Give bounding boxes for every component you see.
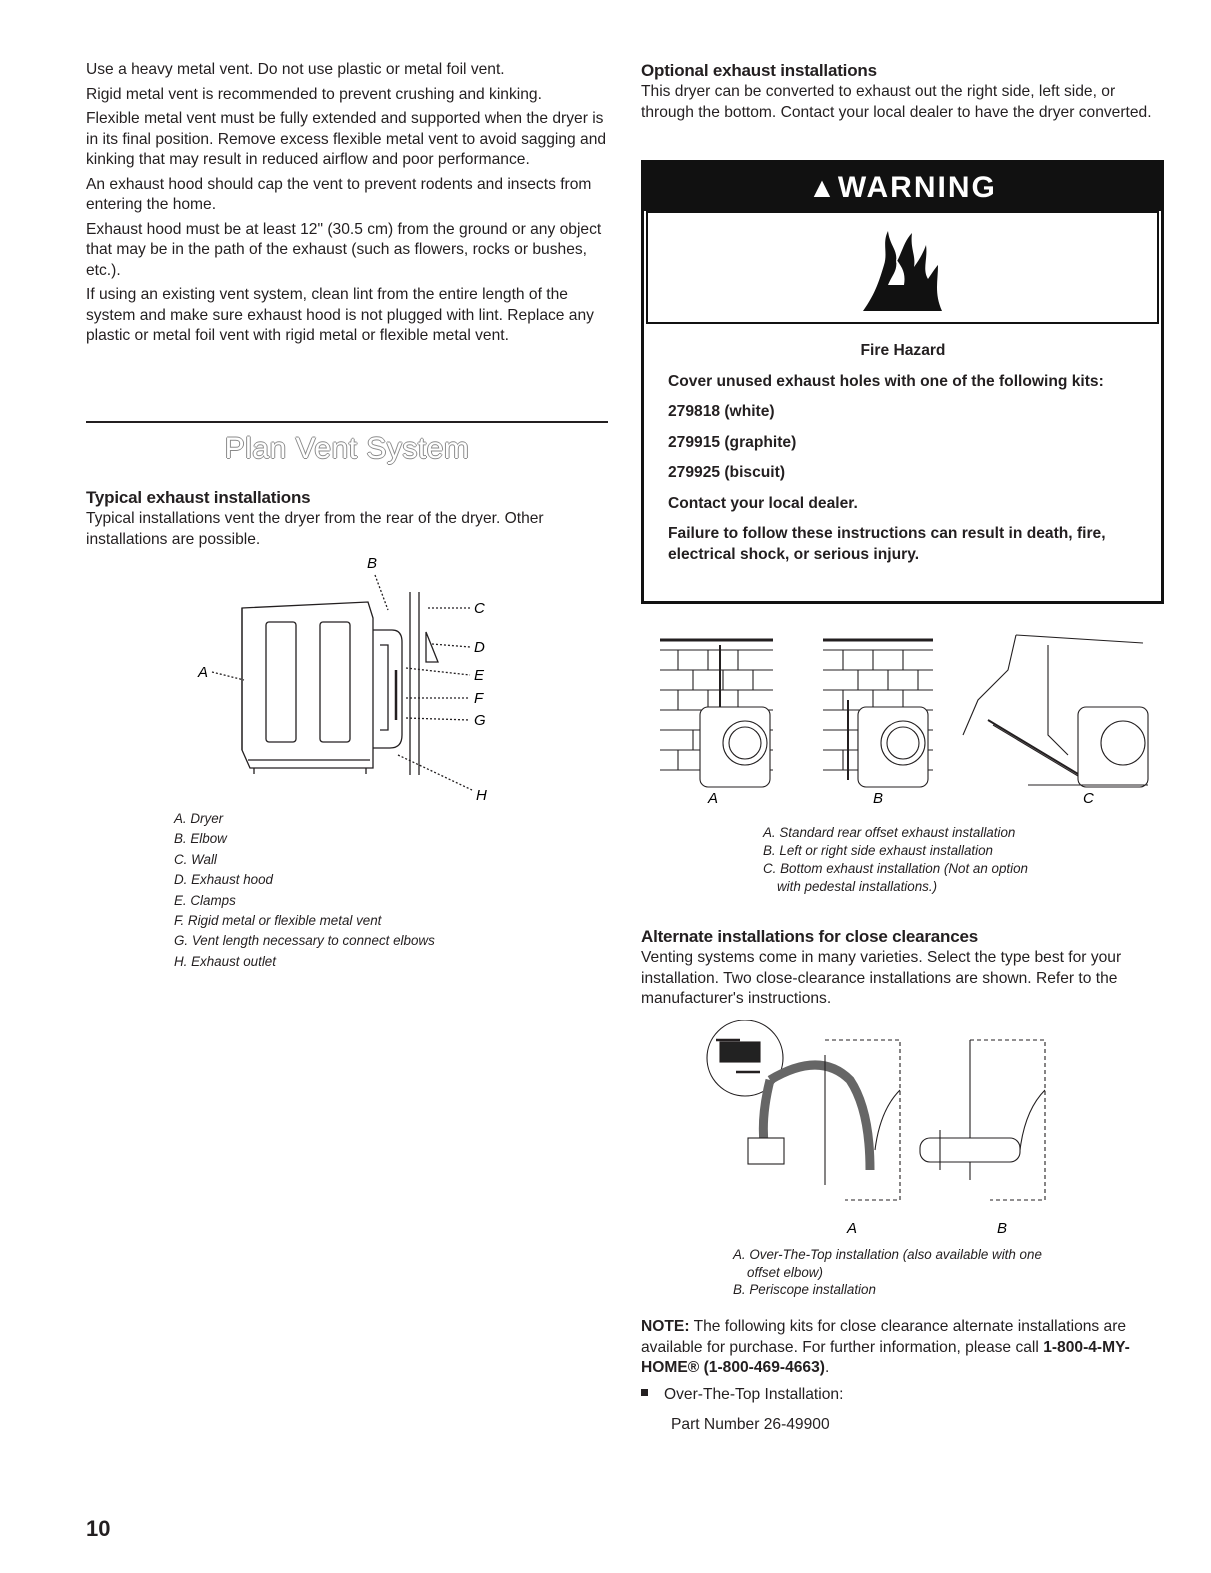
typical-installations <box>86 487 608 550</box>
bullet-item <box>641 1385 1163 1406</box>
exhaust-hood <box>426 632 438 662</box>
legend-item: C. Bottom exhaust installation (Not an option <box>763 861 1028 876</box>
install-label-a: A <box>708 790 719 807</box>
optional-installations <box>641 60 1163 123</box>
legend-item: F. Rigid metal or flexible metal vent <box>174 913 382 929</box>
legend-item: B. Periscope installation <box>733 1282 876 1297</box>
legend-item: G. Vent length necessary to connect elbows <box>174 933 435 949</box>
vent-paragraph-1: Use a heavy metal vent. Do not use plastic or metal foil vent. <box>86 61 505 78</box>
dryer-door-left <box>266 622 296 742</box>
legend-item: C. Wall <box>174 851 217 867</box>
note-text: The following kits for close clearance alternate installations are available for purchase. For further information, please call <box>641 1318 1127 1356</box>
hazard-title: Fire Hazard <box>860 342 946 359</box>
dryer-door-right <box>320 622 350 742</box>
label-f: F <box>474 690 484 707</box>
label-c: C <box>474 600 485 617</box>
install-label-b: B <box>873 790 884 807</box>
close-label-b: B <box>997 1220 1008 1237</box>
warning-line: Cover unused exhaust holes with one of the following kits: <box>668 372 1104 390</box>
warning-line: 279915 (graphite) <box>668 433 797 451</box>
warning-line: 279818 (white) <box>668 403 775 420</box>
typical-heading: Typical exhaust installations <box>86 488 311 507</box>
legend-item: with pedestal installations.) <box>777 879 938 894</box>
vent-paragraph-3: Flexible metal vent must be fully extended and supported when the dryer is in its final position. Remove excess flexible metal vent to avoid sagging and kinking that may result in reduced airflow and poor performance. <box>86 110 607 168</box>
note-phone: 1-800-4-MY-HOME® (1-800-469-4663) <box>641 1338 1130 1376</box>
warning-line: Failure to follow these instructions can result in death, fire, electrical shock, or serious injury. <box>668 525 1106 563</box>
bullet-icon <box>641 1389 648 1396</box>
legend-item: offset elbow) <box>747 1264 823 1280</box>
legend-item: H. Exhaust outlet <box>174 953 276 969</box>
flame-panel <box>646 211 1159 324</box>
page-number: 10 <box>86 1516 111 1541</box>
label-e: E <box>474 667 485 684</box>
warning-line: 279925 (biscuit) <box>668 464 786 481</box>
label-g: G <box>474 712 486 729</box>
legend-item: B. Elbow <box>174 831 227 847</box>
vent-paragraph-4: An exhaust hood should cap the vent to prevent rodents and insects from entering the home. <box>86 175 592 213</box>
vent-paragraph-2: Rigid metal vent is recommended to prevent crushing and kinking. <box>86 85 542 103</box>
label-d: D <box>474 639 485 656</box>
close-label-a: A <box>847 1220 858 1237</box>
note-paragraph <box>641 1317 1163 1379</box>
alternate-body: Venting systems come in many varieties. Select the type best for your installation. Two close-clearance installations are shown. Refer to the manufacturer's instructions. <box>641 949 1122 1007</box>
dryer-body <box>242 602 373 768</box>
vent-paragraph-5: Exhaust hood must be at least 12" (30.5 cm) from the ground or any object that may be in the path of the exhaust (such as flowers, rocks or bushes, etc.). <box>86 220 602 279</box>
warning-header-text: WARNING <box>837 171 997 204</box>
over-the-top-illustration <box>707 1020 900 1200</box>
label-h: H <box>476 787 487 800</box>
vent-paragraph-6: If using an existing vent system, clean lint from the entire length of the system and make sure exhaust hood is not plugged with lint. Replace any plastic or metal foil vent with rigid metal or flexible metal vent. <box>86 286 594 344</box>
part-number: Part Number 26-49900 <box>671 1416 830 1433</box>
install-b-illustration <box>823 640 933 787</box>
label-a: A <box>198 664 209 681</box>
typical-body: Typical installations vent the dryer from the rear of the dryer. Other installations are possible. <box>86 510 544 548</box>
legend-item: A. Dryer <box>174 811 224 826</box>
dryer-vent-diagram <box>170 550 510 800</box>
legend-item: D. Exhaust hood <box>174 872 274 888</box>
legend-item: B. Left or right side exhaust installation <box>763 843 994 858</box>
section-divider <box>86 421 608 423</box>
diagram-legend <box>174 809 435 972</box>
install-a-illustration <box>660 640 773 787</box>
bullet-text: Over-The-Top Installation: <box>664 1385 844 1403</box>
optional-body: This dryer can be converted to exhaust out the right side, left side, or through the bottom. Contact your local dealer to have the dryer converted. <box>641 83 1152 121</box>
close-legend <box>733 1246 1042 1299</box>
warning-line: Contact your local dealer. <box>668 494 858 512</box>
warning-triangle-icon: ▲ <box>808 172 838 203</box>
exhaust-installations-figure <box>648 625 1158 810</box>
close-clearance-figure <box>700 1020 1060 1238</box>
left-column <box>86 60 608 351</box>
install-c-illustration <box>963 635 1148 787</box>
warning-header <box>644 163 1161 211</box>
alternate-installations <box>641 926 1163 1010</box>
legend-item: A. Standard rear offset exhaust installation <box>763 825 1016 840</box>
installations-legend <box>763 824 1028 896</box>
install-label-c: C <box>1083 790 1094 807</box>
legend-item: E. Clamps <box>174 892 236 908</box>
note-label: NOTE: <box>641 1318 690 1335</box>
warning-text <box>668 341 1138 575</box>
fire-icon <box>858 223 948 313</box>
note-end: . <box>824 1359 830 1376</box>
alternate-heading: Alternate installations for close clearances <box>641 927 979 946</box>
note-section <box>641 1317 1163 1436</box>
section-title: Plan Vent System <box>224 432 470 465</box>
periscope-illustration <box>920 1040 1045 1200</box>
label-b: B <box>367 555 378 572</box>
legend-item: A. Over-The-Top installation (also available with one <box>733 1247 1042 1262</box>
optional-heading: Optional exhaust installations <box>641 61 877 80</box>
warning-box <box>641 160 1164 604</box>
